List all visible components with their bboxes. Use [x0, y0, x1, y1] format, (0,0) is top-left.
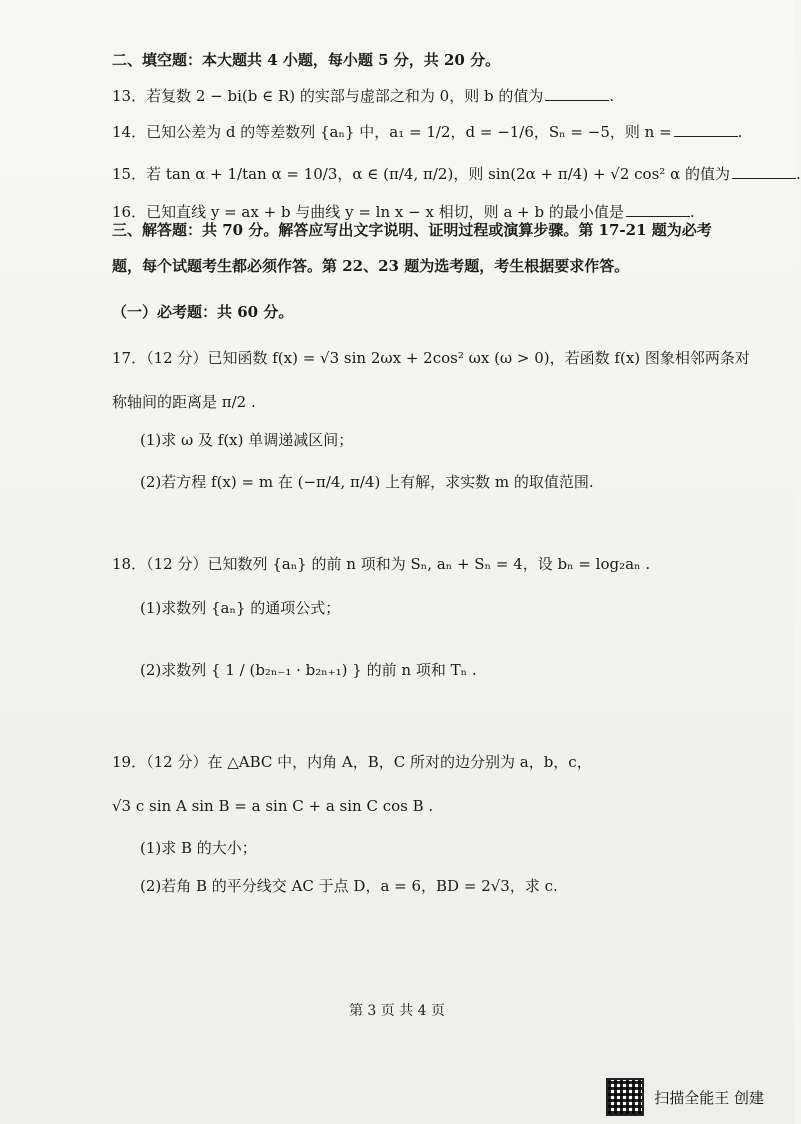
question-17-part2: (2)若方程 f(x) = m 在 (−π/4, π/4) 上有解，求实数 m 的取值范围.: [140, 473, 594, 491]
question-17-stem2: 称轴间的距离是 π/2 .: [112, 393, 256, 411]
required-part-header: （一）必考题：共 60 分。: [112, 303, 294, 321]
question-13-text: 13．若复数 2 − bi(b ∈ R) 的实部与虚部之和为 0，则 b 的值为: [112, 87, 544, 105]
answer-blank-13: [545, 86, 609, 101]
question-15: 15．若 tan α + 1/tan α = 10/3，α ∈ (π/4, π/2)，则 sin(2α + π/4) + √2 cos² α 的值为 .: [112, 165, 801, 183]
answer-blank-15: [732, 164, 796, 179]
question-19-part2: (2)若角 B 的平分线交 AC 于点 D，a = 6，BD = 2√3，求 c.: [140, 877, 558, 895]
question-19-part1: (1)求 B 的大小；: [140, 839, 257, 857]
scanner-watermark: [606, 1078, 764, 1116]
question-17-part1: (1)求 ω 及 f(x) 单调递减区间；: [140, 431, 354, 449]
question-18-stem: 18．（12 分）已知数列 {aₙ} 的前 n 项和为 Sₙ, aₙ + Sₙ = 4，设 bₙ = log₂aₙ .: [112, 555, 651, 573]
question-16: 16．已知直线 y = ax + b 与曲线 y = ln x − x 相切，则 a + b 的最小值是 .: [112, 203, 695, 221]
section3-header-line2: 题，每个试题考生都必须作答。第 22、23 题为选考题，考生根据要求作答。: [112, 257, 630, 275]
page-footer: 第 3 页 共 4 页: [348, 1003, 446, 1019]
question-14: 14．已知公差为 d 的等差数列 {aₙ} 中，a₁ = 1/2，d = −1/6，Sₙ = −5，则 n = .: [112, 123, 743, 141]
question-13: 13．若复数 2 − bi(b ∈ R) 的实部与虚部之和为 0，则 b 的值为 .: [112, 87, 615, 105]
question-14-text: 14．已知公差为 d 的等差数列 {aₙ} 中，a₁ = 1/2，d = −1/6，Sₙ = −5，则 n =: [112, 123, 672, 141]
question-17-stem1: 17．（12 分）已知函数 f(x) = √3 sin 2ωx + 2cos² ωx (ω > 0)，若函数 f(x) 图象相邻两条对: [112, 349, 750, 367]
question-16-text: 16．已知直线 y = ax + b 与曲线 y = ln x − x 相切，则 a + b 的最小值是: [112, 203, 624, 221]
answer-blank-14: [674, 122, 738, 137]
question-18-part1: (1)求数列 {aₙ} 的通项公式；: [140, 599, 341, 617]
answer-blank-16: [626, 202, 690, 217]
question-15-text: 15．若 tan α + 1/tan α = 10/3，α ∈ (π/4, π/2)，则 sin(2α + π/4) + √2 cos² α 的值为: [112, 165, 730, 183]
section3-header-line1: 三、解答题：共 70 分。解答应写出文字说明、证明过程或演算步骤。第 17-21 题为必考: [112, 221, 712, 239]
question-18-part2: (2)求数列 { 1 / (b₂ₙ₋₁ · b₂ₙ₊₁) } 的前 n 项和 Tₙ .: [140, 661, 477, 679]
section2-header: 二、填空题：本大题共 4 小题，每小题 5 分，共 20 分。: [112, 51, 501, 69]
question-19-stem2: √3 c sin A sin B = a sin C + a sin C cos B .: [112, 797, 434, 815]
question-19-stem1: 19．（12 分）在 △ABC 中，内角 A，B，C 所对的边分别为 a，b，c，: [112, 753, 592, 771]
qr-code-icon: [606, 1078, 644, 1116]
scanner-label: 扫描全能王 创建: [654, 1088, 764, 1107]
